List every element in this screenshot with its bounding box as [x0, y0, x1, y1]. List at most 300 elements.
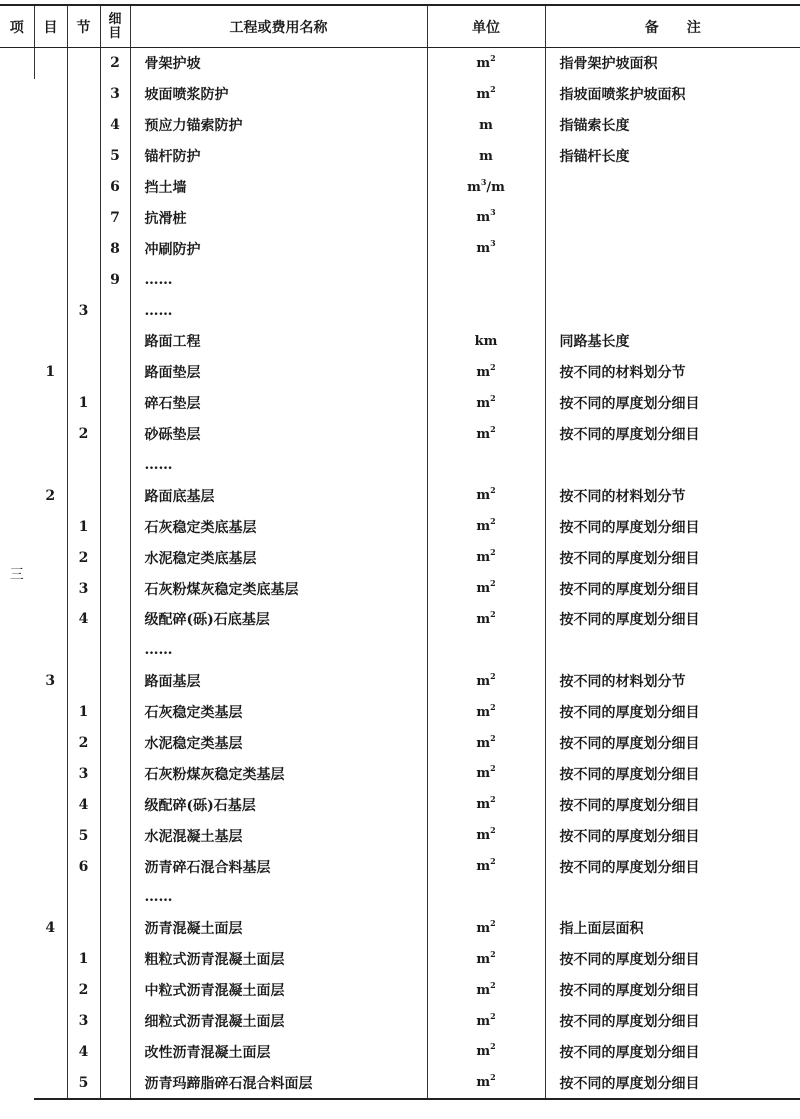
unit-base: m — [476, 364, 491, 380]
table-row — [0, 851, 800, 882]
ximu-cell: 2 — [100, 48, 130, 79]
mu-cell — [34, 944, 67, 975]
unit-cell — [427, 913, 545, 944]
table-body — [0, 48, 800, 1100]
unit-base: m — [476, 673, 491, 689]
jie-cell: 2 — [67, 728, 100, 759]
item-name-cell: 沥青玛蹄脂碎石混合料面层 — [130, 1067, 427, 1099]
jie-cell — [67, 666, 100, 697]
remark-cell: 按不同的厚度划分细目 — [545, 944, 800, 975]
header-ximu-char: 目 — [108, 25, 122, 41]
table-row — [0, 944, 800, 975]
table-row — [0, 975, 800, 1006]
remark-cell: 按不同的厚度划分细目 — [545, 851, 800, 882]
table-row — [0, 511, 800, 542]
unit-cell — [427, 882, 545, 913]
unit-exponent: 2 — [490, 948, 496, 959]
jie-cell — [67, 635, 100, 666]
remark-cell: 指锚杆长度 — [545, 141, 800, 172]
ximu-cell — [100, 758, 130, 789]
mu-cell: 1 — [45, 364, 56, 381]
remark-cell: 按不同的厚度划分细目 — [545, 1037, 800, 1068]
mu-cell — [34, 202, 67, 233]
remark-cell: 指锚索长度 — [545, 110, 800, 141]
unit-cell — [427, 295, 545, 326]
unit-cell — [427, 388, 545, 419]
unit-cell — [427, 419, 545, 450]
item-name-cell: 粗粒式沥青混凝土面层 — [130, 944, 427, 975]
ximu-cell — [100, 666, 130, 697]
unit-cell — [427, 542, 545, 573]
unit-base: m — [467, 179, 481, 195]
mu-cell — [34, 419, 67, 450]
mu-cell — [34, 882, 67, 913]
unit-base: m — [476, 704, 491, 720]
mu-cell — [34, 975, 67, 1006]
item-name-cell: 冲刷防护 — [130, 233, 427, 264]
header-row — [0, 5, 800, 48]
unit-base: m — [479, 117, 493, 133]
jie-cell — [67, 233, 100, 264]
table-row — [0, 666, 800, 697]
jie-cell — [67, 141, 100, 172]
unit-cell — [427, 141, 545, 172]
jie-cell — [67, 357, 100, 388]
item-name-cell: 级配碎(砾)石基层 — [130, 789, 427, 820]
unit-cell — [427, 480, 545, 511]
remark-cell: 按不同的厚度划分细目 — [545, 1006, 800, 1037]
unit-cell — [427, 233, 545, 264]
unit-base: m — [476, 581, 491, 597]
item-name-cell: 石灰粉煤灰稳定类底基层 — [130, 573, 427, 604]
mu-cell — [34, 573, 67, 604]
item-name-cell: …… — [130, 635, 427, 666]
remark-cell — [545, 264, 800, 295]
item-name-cell: 石灰稳定类底基层 — [130, 511, 427, 542]
mu-cell — [34, 1006, 67, 1037]
unit-base: m — [476, 550, 491, 566]
ximu-cell — [100, 1006, 130, 1037]
item-name-cell: 改性沥青混凝土面层 — [130, 1037, 427, 1068]
unit-base: m — [476, 395, 491, 411]
item-name-cell: …… — [130, 295, 427, 326]
unit-cell — [427, 110, 545, 141]
unit-cell — [427, 820, 545, 851]
unit-exponent: 2 — [490, 52, 496, 63]
remark-cell: 按不同的厚度划分细目 — [545, 542, 800, 573]
header-name: 工程或费用名称 — [130, 5, 427, 48]
jie-cell: 5 — [67, 1067, 100, 1099]
ximu-cell: 6 — [100, 172, 130, 203]
table-row — [0, 233, 800, 264]
unit-base: m — [476, 611, 491, 627]
jie-cell — [67, 264, 100, 295]
ximu-cell — [100, 728, 130, 759]
header-mu: 目 — [34, 5, 67, 48]
remark-cell — [545, 233, 800, 264]
table-row — [0, 172, 800, 203]
remark-cell — [545, 635, 800, 666]
ximu-cell — [100, 789, 130, 820]
unit-cell — [427, 604, 545, 635]
unit-cell — [427, 357, 545, 388]
unit-exponent: 3 — [490, 207, 496, 218]
ximu-cell — [100, 820, 130, 851]
remark-cell: 按不同的厚度划分细目 — [545, 573, 800, 604]
header-unit: 单位 — [427, 5, 545, 48]
unit-exponent: 2 — [490, 1072, 496, 1083]
mu-cell — [34, 728, 67, 759]
table-row — [0, 264, 800, 295]
unit-base: m — [476, 519, 491, 535]
remark-cell: 按不同的材料划分节 — [545, 666, 800, 697]
unit-exponent: 2 — [490, 670, 496, 681]
remark-cell — [545, 295, 800, 326]
mu-cell — [34, 697, 67, 728]
jie-cell: 4 — [67, 604, 100, 635]
ximu-cell: 5 — [100, 141, 130, 172]
item-name-cell: 路面底基层 — [130, 480, 427, 511]
unit-base: m — [476, 828, 491, 844]
unit-exponent: 2 — [490, 83, 496, 94]
jie-cell: 2 — [67, 975, 100, 1006]
unit-cell — [427, 789, 545, 820]
table-row — [0, 419, 800, 450]
jie-cell: 2 — [67, 419, 100, 450]
mu-cell — [34, 851, 67, 882]
mu-cell — [34, 511, 67, 542]
jie-cell — [67, 913, 100, 944]
unit-exponent: 2 — [490, 917, 496, 928]
unit-cell — [427, 944, 545, 975]
table-row — [0, 202, 800, 233]
item-name-cell: 级配碎(砾)石底基层 — [130, 604, 427, 635]
unit-exponent: 2 — [490, 794, 496, 805]
ximu-cell — [100, 295, 130, 326]
unit-exponent: 2 — [490, 856, 496, 867]
item-name-cell: 水泥混凝土基层 — [130, 820, 427, 851]
jie-cell: 6 — [67, 851, 100, 882]
table-row — [0, 110, 800, 141]
item-name-cell: 路面基层 — [130, 666, 427, 697]
item-name-cell: 抗滑桩 — [130, 202, 427, 233]
item-name-cell: 细粒式沥青混凝土面层 — [130, 1006, 427, 1037]
mu-cell — [34, 1067, 67, 1099]
unit-cell — [427, 728, 545, 759]
jie-cell: 3 — [67, 573, 100, 604]
table-row — [0, 388, 800, 419]
unit-cell — [427, 666, 545, 697]
unit-cell — [427, 48, 545, 79]
xiang-cell: 三 — [9, 566, 24, 583]
item-name-cell: 坡面喷浆防护 — [130, 79, 427, 110]
ximu-cell — [100, 913, 130, 944]
mu-cell — [34, 141, 67, 172]
unit-exponent: 2 — [490, 1041, 496, 1052]
table-row — [0, 48, 800, 79]
jie-cell — [67, 480, 100, 511]
jie-cell: 3 — [67, 1006, 100, 1037]
jie-cell: 5 — [67, 820, 100, 851]
unit-base: m — [476, 426, 491, 442]
ximu-cell: 4 — [100, 110, 130, 141]
unit-cell — [427, 635, 545, 666]
mu-cell — [34, 789, 67, 820]
ximu-cell — [100, 511, 130, 542]
unit-cell — [427, 1037, 545, 1068]
unit-exponent: 2 — [490, 516, 496, 527]
mu-cell — [34, 388, 67, 419]
unit-base: m — [476, 982, 491, 998]
remark-cell: 指坡面喷浆护坡面积 — [545, 79, 800, 110]
item-name-cell: 骨架护坡 — [130, 48, 427, 79]
unit-exponent: 2 — [490, 392, 496, 403]
item-name-cell: 砂砾垫层 — [130, 419, 427, 450]
ximu-cell: 7 — [100, 202, 130, 233]
jie-cell: 1 — [67, 388, 100, 419]
jie-cell — [67, 326, 100, 357]
ximu-cell: 8 — [100, 233, 130, 264]
mu-cell — [34, 604, 67, 635]
mu-cell — [34, 820, 67, 851]
jie-cell: 3 — [67, 295, 100, 326]
mu-cell: 3 — [45, 673, 56, 690]
mu-cell — [34, 1037, 67, 1068]
table-row — [0, 357, 800, 388]
unit-cell — [427, 172, 545, 203]
remark-cell: 按不同的厚度划分细目 — [545, 604, 800, 635]
unit-exponent: 2 — [490, 361, 496, 372]
item-name-cell: 碎石垫层 — [130, 388, 427, 419]
ximu-cell — [100, 635, 130, 666]
unit-base: m — [476, 1044, 491, 1060]
ximu-cell — [100, 1067, 130, 1099]
remark-cell: 按不同的厚度划分细目 — [545, 511, 800, 542]
remark-cell: 按不同的厚度划分细目 — [545, 728, 800, 759]
ximu-cell — [100, 944, 130, 975]
mu-cell — [34, 110, 67, 141]
ximu-cell — [100, 450, 130, 481]
jie-cell — [67, 882, 100, 913]
mu-cell — [34, 233, 67, 264]
unit-base: m — [476, 735, 491, 751]
unit-cell — [427, 851, 545, 882]
unit-base: m — [476, 951, 491, 967]
unit-base: m — [476, 1075, 491, 1091]
jie-cell — [67, 450, 100, 481]
table-row — [0, 913, 800, 944]
document-page — [0, 4, 800, 1114]
unit-base: m — [476, 859, 491, 875]
unit-cell — [427, 264, 545, 295]
ximu-cell — [100, 542, 130, 573]
table-header — [0, 5, 800, 48]
remark-cell: 按不同的厚度划分细目 — [545, 388, 800, 419]
table-row — [0, 295, 800, 326]
unit-exponent: 2 — [490, 701, 496, 712]
unit-cell — [427, 758, 545, 789]
mu-cell — [34, 172, 67, 203]
unit-cell — [427, 697, 545, 728]
table-row — [0, 758, 800, 789]
unit-exponent: 2 — [490, 423, 496, 434]
table-row — [0, 820, 800, 851]
jie-cell — [67, 172, 100, 203]
jie-cell: 2 — [67, 542, 100, 573]
unit-exponent: 2 — [490, 763, 496, 774]
ximu-cell — [100, 388, 130, 419]
jie-cell: 4 — [67, 1037, 100, 1068]
table-row — [0, 1037, 800, 1068]
item-name-cell: 水泥稳定类基层 — [130, 728, 427, 759]
jie-cell — [67, 202, 100, 233]
item-name-cell: 沥青碎石混合料基层 — [130, 851, 427, 882]
jie-cell: 1 — [67, 511, 100, 542]
remark-cell: 按不同的厚度划分细目 — [545, 697, 800, 728]
ximu-cell — [100, 604, 130, 635]
unit-base: m — [476, 86, 491, 102]
unit-base: m — [476, 920, 491, 936]
table-row — [0, 604, 800, 635]
table-row — [0, 1006, 800, 1037]
item-name-cell: 石灰粉煤灰稳定类基层 — [130, 758, 427, 789]
jie-cell — [67, 79, 100, 110]
ximu-cell — [100, 357, 130, 388]
remark-cell: 按不同的材料划分节 — [545, 480, 800, 511]
unit-exponent: 2 — [490, 485, 496, 496]
item-name-cell: 沥青混凝土面层 — [130, 913, 427, 944]
table-row — [0, 882, 800, 913]
unit-base: m — [476, 55, 491, 71]
remark-cell — [545, 882, 800, 913]
ximu-cell — [100, 480, 130, 511]
table-row — [0, 480, 800, 511]
item-name-cell: 中粒式沥青混凝土面层 — [130, 975, 427, 1006]
unit-exponent: 3 — [480, 176, 487, 187]
remark-cell: 指骨架护坡面积 — [545, 48, 800, 79]
remark-cell — [545, 450, 800, 481]
unit-exponent: 2 — [490, 608, 496, 619]
unit-cell — [427, 511, 545, 542]
mu-cell — [34, 79, 67, 110]
unit-cell — [427, 326, 545, 357]
unit-exponent: 2 — [490, 825, 496, 836]
ximu-cell — [100, 697, 130, 728]
header-jie: 节 — [67, 5, 100, 48]
item-name-cell: 预应力锚索防护 — [130, 110, 427, 141]
unit-exponent: 2 — [490, 732, 496, 743]
table-row — [0, 635, 800, 666]
unit-base: km — [474, 333, 498, 349]
mu-cell — [34, 542, 67, 573]
table-row — [0, 326, 800, 357]
ximu-cell: 9 — [100, 264, 130, 295]
ximu-cell — [100, 419, 130, 450]
header-note: 备 注 — [545, 5, 800, 48]
item-name-cell: …… — [130, 450, 427, 481]
unit-base: m — [476, 210, 491, 226]
unit-base: m — [479, 148, 493, 164]
jie-cell: 4 — [67, 789, 100, 820]
table-row — [0, 1067, 800, 1099]
ximu-cell — [100, 882, 130, 913]
jie-cell: 1 — [67, 697, 100, 728]
table-row — [0, 789, 800, 820]
ximu-cell — [100, 975, 130, 1006]
mu-cell — [34, 326, 67, 357]
item-name-cell: …… — [130, 882, 427, 913]
header-ximu — [100, 5, 130, 48]
mu-cell: 2 — [45, 487, 56, 504]
unit-exponent: 2 — [490, 979, 496, 990]
table-row — [0, 728, 800, 759]
table-row — [0, 542, 800, 573]
unit-exponent: 2 — [490, 1010, 496, 1021]
table-row — [0, 450, 800, 481]
jie-cell — [67, 48, 100, 79]
unit-cell — [427, 450, 545, 481]
remark-cell: 按不同的厚度划分细目 — [545, 975, 800, 1006]
jie-cell: 3 — [67, 758, 100, 789]
ximu-cell: 3 — [100, 79, 130, 110]
unit-cell — [427, 975, 545, 1006]
remark-cell — [545, 202, 800, 233]
mu-cell — [34, 450, 67, 481]
item-name-cell: 水泥稳定类底基层 — [130, 542, 427, 573]
remark-cell — [545, 172, 800, 203]
header-xiang: 项 — [0, 5, 34, 48]
item-name-cell: 石灰稳定类基层 — [130, 697, 427, 728]
unit-exponent: 2 — [490, 578, 496, 589]
item-name-cell: …… — [130, 264, 427, 295]
unit-base: m — [476, 1013, 491, 1029]
jie-cell: 1 — [67, 944, 100, 975]
unit-cell — [427, 1067, 545, 1099]
unit-cell — [427, 573, 545, 604]
unit-base: m — [476, 797, 491, 813]
remark-cell: 按不同的厚度划分细目 — [545, 789, 800, 820]
remark-cell: 按不同的材料划分节 — [545, 357, 800, 388]
header-ximu-char: 细 — [108, 11, 122, 27]
cost-item-table — [0, 4, 800, 1100]
mu-cell — [34, 758, 67, 789]
remark-cell: 同路基长度 — [545, 326, 800, 357]
ximu-cell — [100, 851, 130, 882]
jie-cell — [67, 110, 100, 141]
remark-cell: 按不同的厚度划分细目 — [545, 820, 800, 851]
item-name-cell: 路面工程 — [130, 326, 427, 357]
unit-cell — [427, 202, 545, 233]
unit-exponent: 3 — [490, 238, 496, 249]
item-name-cell: 挡土墙 — [130, 172, 427, 203]
mu-cell — [34, 635, 67, 666]
remark-cell: 按不同的厚度划分细目 — [545, 758, 800, 789]
unit-base: m — [476, 766, 491, 782]
mu-cell — [34, 264, 67, 295]
mu-cell — [34, 295, 67, 326]
header-ximu-text — [108, 12, 121, 41]
unit-base: m — [476, 241, 491, 257]
ximu-cell — [100, 326, 130, 357]
table-row — [0, 697, 800, 728]
unit-exponent: 2 — [490, 547, 496, 558]
unit-base: m — [476, 488, 491, 504]
table-row — [0, 573, 800, 604]
table-row — [0, 141, 800, 172]
remark-cell: 指上面层面积 — [545, 913, 800, 944]
item-name-cell: 路面垫层 — [130, 357, 427, 388]
unit-tail: /m — [486, 179, 505, 195]
